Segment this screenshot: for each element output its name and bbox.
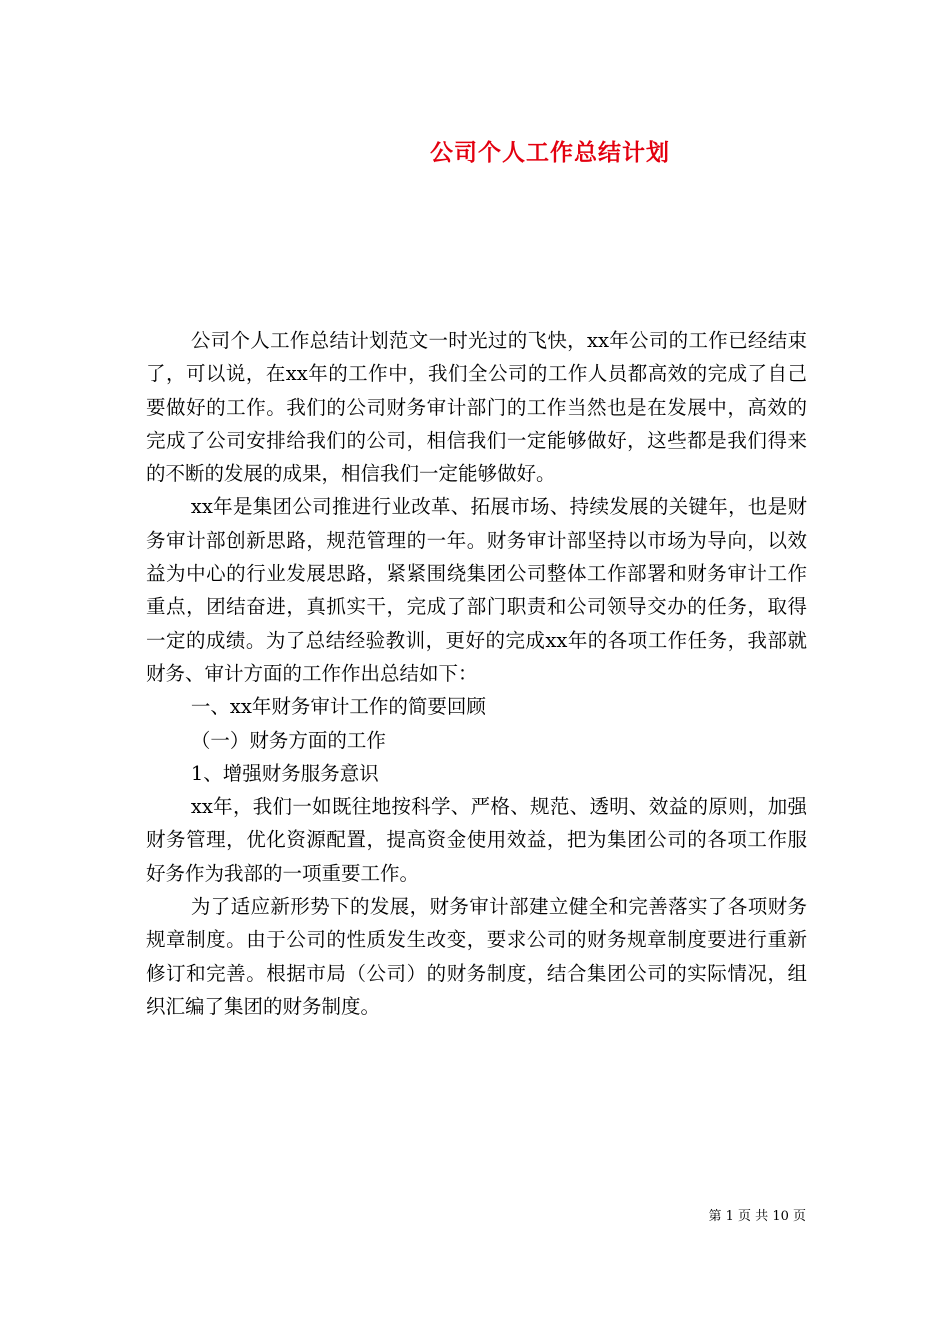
- paragraph-service: xx年，我们一如既往地按科学、严格、规范、透明、效益的原则，加强财务管理，优化资源配置，提高资金使用效益，把为集团公司的各项工作服好务作为我部的一项重要工作。: [146, 795, 807, 885]
- subsection-heading-finance: （一）财务方面的工作: [190, 728, 386, 752]
- item-heading-service: 1、增强财务服务意识: [190, 761, 379, 785]
- paragraph-overview: xx年是集团公司推进行业改革、拓展市场、持续发展的关键年，也是财务审计部创新思路，规范管理的一年。财务审计部坚持以市场为导向，以效益为中心的行业发展思路，紧紧围绕集团公司整体工作部署和财务审计工作重点，团结奋进，真抓实干，完成了部门职责和公司领导交办的任务，取得一定的成绩。为了总结经验教训，更好的完成xx年的各项工作任务，我部就财务、审计方面的工作作出总结如下：: [146, 495, 807, 685]
- paragraph-regulations: 为了适应新形势下的发展，财务审计部建立健全和完善落实了各项财务规章制度。由于公司的性质发生改变，要求公司的财务规章制度要进行重新修订和完善。根据市局（公司）的财务制度，结合集团公司的实际情况，组织汇编了集团的财务制度。: [146, 895, 807, 1018]
- section-heading-review: 一、xx年财务审计工作的简要回顾: [190, 695, 486, 719]
- document-body: [146, 324, 807, 1023]
- document-title: 公司个人工作总结计划: [430, 139, 670, 166]
- page-number: 第 1 页 共 10 页: [708, 1209, 806, 1224]
- paragraph-intro: 公司个人工作总结计划范文一时光过的飞快，xx年公司的工作已经结束了，可以说，在xx年的工作中，我们全公司的工作人员都高效的完成了自己要做好的工作。我们的公司财务审计部门的工作当然也是在发展中，高效的完成了公司安排给我们的公司，相信我们一定能够做好，这些都是我们得来的不断的发展的成果，相信我们一定能够做好。: [146, 329, 807, 486]
